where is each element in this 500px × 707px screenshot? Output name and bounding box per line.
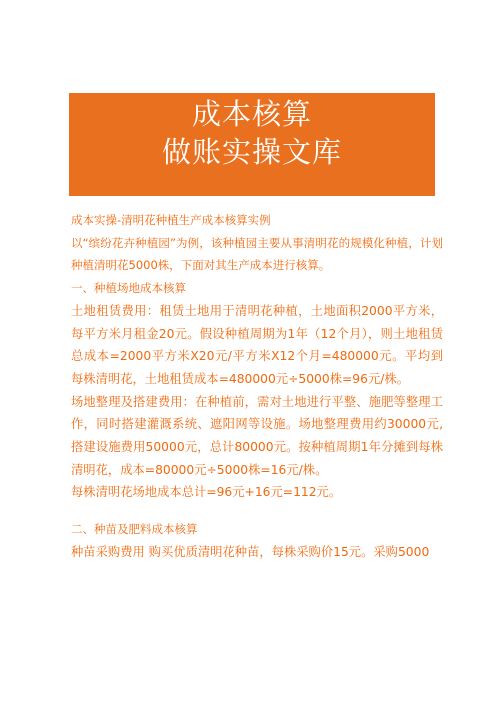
section-heading-2: 二、种苗及肥料成本核算 bbox=[71, 522, 198, 537]
land-rent-paragraph: 土地租赁费用：租赁土地用于清明花种植，土地面积2000平方米，每平方米月租金20元。假设种植周期为1年（12个月），则土地租赁总成本=2000平方米X20元/平方米X12个月=480000元。平均到每株清明花，土地租赁成本=480000元÷5000株=96元/株。 bbox=[71, 303, 443, 386]
banner-title-line-2: 做账实操文库 bbox=[161, 135, 342, 169]
seedling-paragraph: 种苗采购费用 购买优质清明花种苗，每株采购价15元。采购5000 bbox=[71, 544, 430, 559]
site-prep-paragraph: 场地整理及搭建费用：在种植前，需对土地进行平整、施肥等整理工作，同时搭建灌溉系统、遮阳网等设施。场地整理费用约30000元,搭建设施费用50000元，总计80000元。按种植周期1年分摊到每株清明花，成本=80000元÷5000株=16元/株。 bbox=[71, 394, 443, 477]
header-banner bbox=[69, 93, 435, 196]
section-spacer bbox=[71, 504, 443, 518]
banner-title-line-1: 成本核算 bbox=[191, 97, 312, 131]
document-body bbox=[71, 209, 443, 564]
intro-paragraph: 以“缤纷花卉种植园”为例，该种植园主要从事清明花的规模化种植，计划种植清明花5000株，下面对其生产成本进行核算。 bbox=[71, 235, 443, 273]
section-heading-1: 一、种植场地成本核算 bbox=[71, 281, 186, 296]
site-total-paragraph: 每株清明花场地成本总计=96元+16元=112元。 bbox=[71, 485, 342, 500]
document-title: 成本实操-清明花种植生产成本核算实例 bbox=[71, 213, 271, 227]
